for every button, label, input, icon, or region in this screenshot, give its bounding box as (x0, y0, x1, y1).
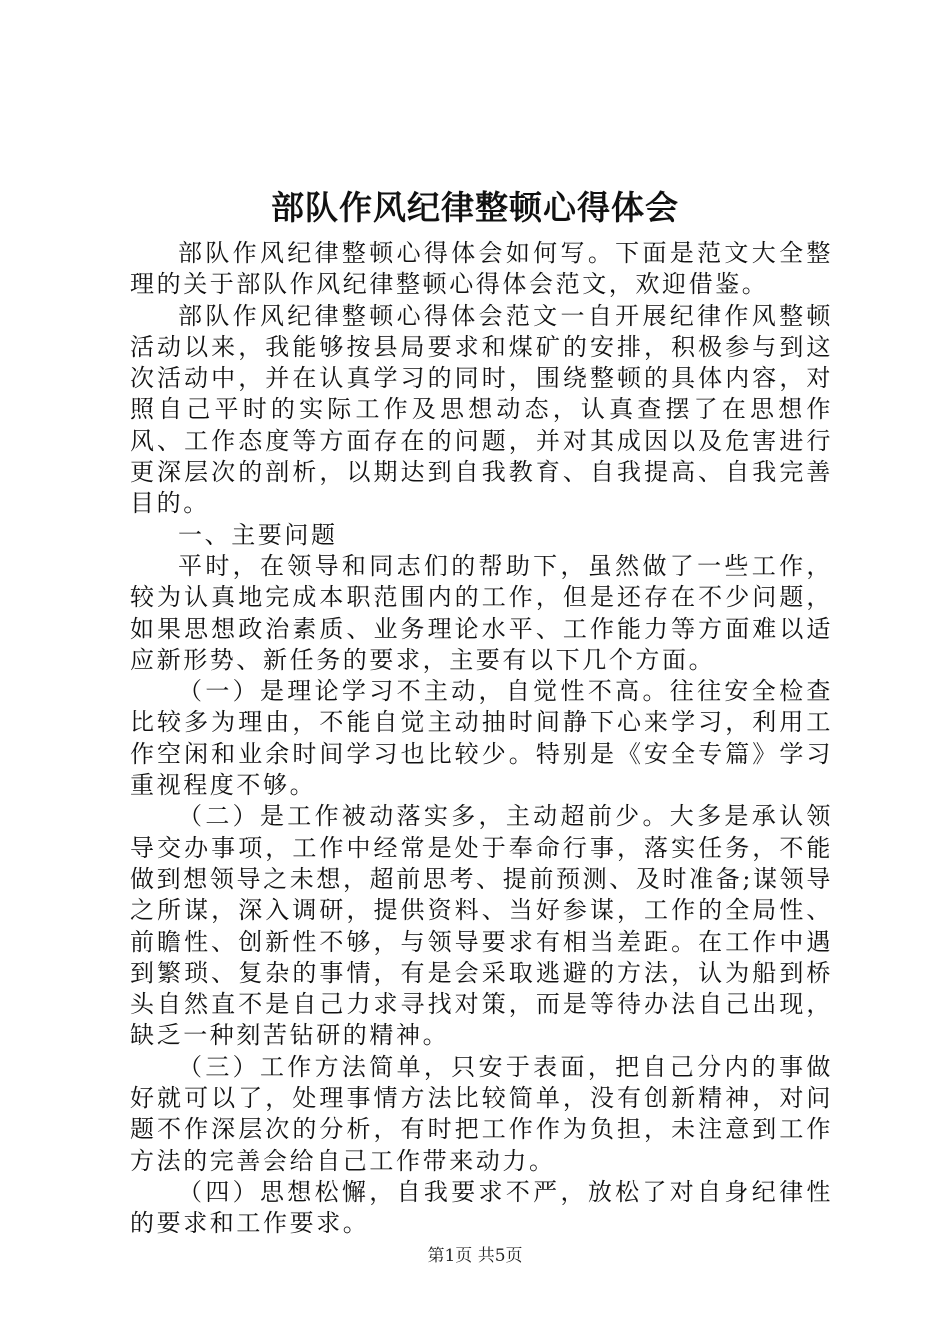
paragraph-item-two: （二）是工作被动落实多，主动超前少。大多是承认领导交办事项，工作中经常是处于奉命行事，落实任务，不能做到想领导之未想，超前思考、提前预测、及时准备;谋领导之所谋，深入调研，提供资料、当好参谋，工作的全局性、前瞻性、创新性不够，与领导要求有相当差距。在工作中遇到繁琐、复杂的事情，有是会采取逃避的方法，认为船到桥头自然直不是自己力求寻找对策，而是等待办法自己出现，缺乏一种刻苦钻研的精神。 (130, 802, 833, 1050)
paragraph-essay-one: 部队作风纪律整顿心得体会范文一自开展纪律作风整顿活动以来，我能够按县局要求和煤矿的安排，积极参与到这次活动中，并在认真学习的同时，围绕整顿的具体内容，对照自己平时的实际工作及思想动态，认真查摆了在思想作风、工作态度等方面存在的问题，并对其成因以及危害进行更深层次的剖析，以期达到自我教育、自我提高、自我完善目的。 (130, 301, 833, 518)
page-footer: 第1页 共5页 (427, 1246, 523, 1266)
section-heading-main-issues: 一、主要问题 (178, 520, 338, 549)
paragraph-intro: 部队作风纪律整顿心得体会如何写。下面是范文大全整理的关于部队作风纪律整顿心得体会范文，欢迎借鉴。 (130, 239, 833, 299)
paragraph-overview: 平时，在领导和同志们的帮助下，虽然做了一些工作，较为认真地完成本职范围内的工作，但是还存在不少问题，如果思想政治素质、业务理论水平、工作能力等方面难以适应新形势、新任务的要求，主要有以下几个方面。 (130, 551, 833, 674)
document-title: 部队作风纪律整顿心得体会 (271, 188, 679, 227)
paragraph-item-three: （三）工作方法简单，只安于表面，把自己分内的事做好就可以了，处理事情方法比较简单，没有创新精神，对问题不作深层次的分析，有时把工作作为负担，未注意到工作方法的完善会给自己工作带来动力。 (130, 1052, 833, 1175)
paragraph-item-one: （一）是理论学习不主动，自觉性不高。往往安全检查比较多为理由，不能自觉主动抽时间静下心来学习，利用工作空闲和业余时间学习也比较少。特别是《安全专篇》学习重视程度不够。 (130, 677, 833, 800)
paragraph-item-four: （四）思想松懈，自我要求不严，放松了对自身纪律性的要求和工作要求。 (130, 1177, 833, 1238)
document-body (130, 238, 833, 1240)
